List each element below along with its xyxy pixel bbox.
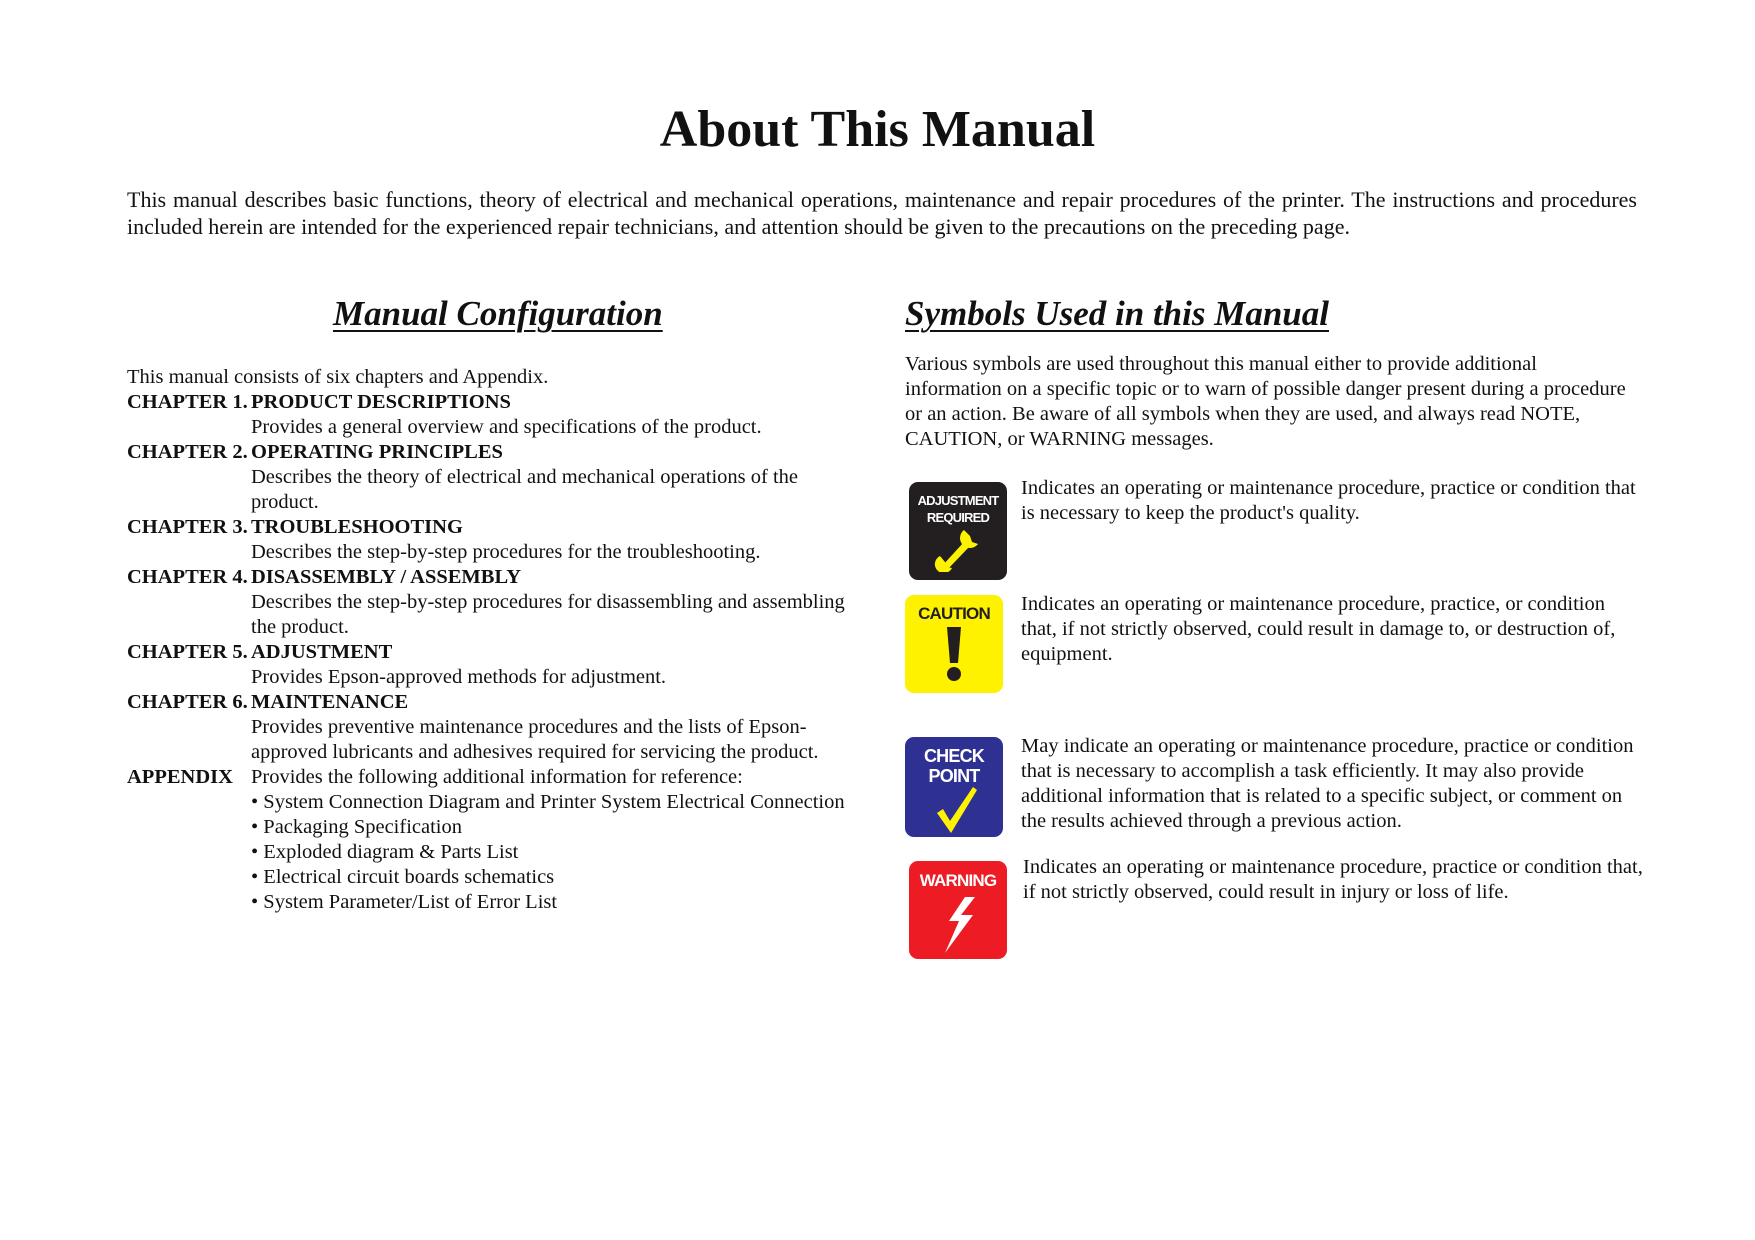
- chapter-entry: [127, 690, 867, 765]
- chapter-entry: [127, 565, 867, 640]
- chapter-title: MAINTENANCE: [251, 691, 409, 713]
- exclamation-icon: [941, 627, 967, 683]
- badge-label-line2: REQUIRED: [926, 510, 990, 525]
- appendix-item: • Exploded diagram & Parts List: [251, 841, 519, 863]
- caution-badge: [905, 595, 1003, 693]
- chapter-description: Provides Epson-approved methods for adjustment.: [251, 666, 667, 688]
- adjustment-required-badge: [909, 482, 1007, 580]
- manual-configuration-section: [127, 365, 867, 915]
- caution-text: Indicates an operating or maintenance procedure, practice, or condition that, if not strictly observed, could result in damage to, or destruction of, equipment.: [1021, 593, 1616, 665]
- chapter-description: Describes the step-by-step procedures for the troubleshooting.: [251, 541, 761, 563]
- chapter-description: Provides a general overview and specifications of the product.: [251, 416, 762, 438]
- lightning-icon: [935, 897, 979, 953]
- appendix-label: APPENDIX: [127, 766, 233, 788]
- chapter-entry: [127, 440, 867, 515]
- badge-label-line2: POINT: [928, 766, 980, 786]
- appendix-description: Provides the following additional information for reference:: [251, 766, 743, 788]
- chapter-description: Describes the step-by-step procedures for disassembling and assembling the product.: [251, 591, 845, 638]
- chapter-description: Provides preventive maintenance procedures and the lists of Epson-approved lubricants and adhesives required for servicing the product.: [251, 716, 819, 763]
- chapter-description: Describes the theory of electrical and mechanical operations of the product.: [251, 466, 798, 513]
- checkmark-icon: [935, 787, 979, 833]
- appendix-entry: [127, 765, 867, 915]
- chapter-title: DISASSEMBLY / ASSEMBLY: [251, 566, 522, 588]
- chapter-title: PRODUCT DESCRIPTIONS: [251, 391, 511, 413]
- chapter-title: TROUBLESHOOTING: [251, 516, 463, 538]
- appendix-item: • Electrical circuit boards schematics: [251, 866, 555, 888]
- chapter-number: CHAPTER 5.: [127, 641, 248, 663]
- badge-label-line1: CAUTION: [918, 604, 990, 623]
- chapter-number: CHAPTER 6.: [127, 691, 248, 713]
- manual-configuration-heading: Manual Configuration: [333, 294, 663, 333]
- appendix-item: • Packaging Specification: [251, 816, 462, 838]
- warning-text: Indicates an operating or maintenance procedure, practice or condition that, if not strictly observed, could result in injury or loss of life.: [1023, 856, 1643, 903]
- page-title: About This Manual: [659, 101, 1096, 158]
- chapter-number: CHAPTER 3.: [127, 516, 248, 538]
- chapter-number: CHAPTER 4.: [127, 566, 248, 588]
- badge-label-line1: WARNING: [919, 871, 997, 890]
- chapter-title: OPERATING PRINCIPLES: [251, 441, 503, 463]
- chapter-entry: [127, 640, 867, 690]
- chapter-entry: [127, 515, 867, 565]
- chapter-entry: [127, 390, 867, 440]
- configuration-lead: This manual consists of six chapters and Appendix.: [127, 366, 549, 388]
- symbols-heading: Symbols Used in this Manual: [905, 294, 1329, 333]
- intro-paragraph: This manual describes basic functions, theory of electrical and mechanical operations, maintenance and repair procedures of the printer. The instructions and procedures included herein are intended for the experienced repair technicians, and attention should be given to the precautions on the preceding page.: [127, 187, 1637, 239]
- chapter-number: CHAPTER 1.: [127, 391, 248, 413]
- appendix-item: • System Parameter/List of Error List: [251, 891, 558, 913]
- badge-label-line1: ADJUSTMENT: [917, 493, 999, 508]
- chapter-title: ADJUSTMENT: [251, 641, 393, 663]
- adjustment-required-text: Indicates an operating or maintenance procedure, practice or condition that is necessary to keep the product's quality.: [1021, 477, 1636, 524]
- check-point-badge: [905, 737, 1003, 837]
- appendix-item: • System Connection Diagram and Printer System Electrical Connection: [251, 791, 845, 813]
- badge-label-line1: CHECK: [923, 746, 984, 766]
- wrench-icon: [934, 526, 984, 572]
- warning-badge: [909, 861, 1007, 959]
- chapter-number: CHAPTER 2.: [127, 441, 248, 463]
- symbols-intro: Various symbols are used throughout this manual either to provide additional information on a specific topic or to warn of possible danger present during a procedure or an action. Be aware of all symbols when they are used, and always read NOTE, CAUTION, or WARNING messages.: [905, 353, 1626, 450]
- check-point-text: May indicate an operating or maintenance procedure, practice or condition that is necessary to accomplish a task efficiently. It may also provide additional information that is related to a specific subject, or comment on the results achieved through a previous action.: [1021, 735, 1634, 832]
